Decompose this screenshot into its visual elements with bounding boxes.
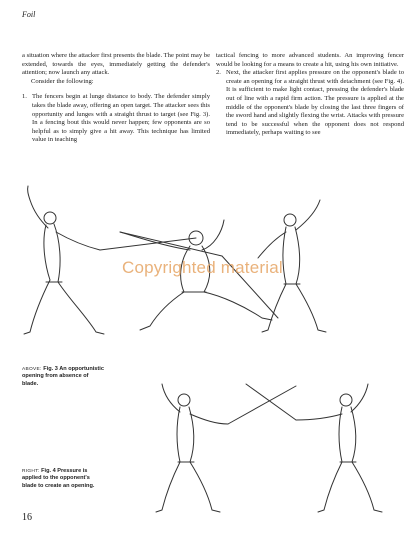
fencer-right-fig4 [296,384,382,512]
watermark: Copyrighted material [122,258,283,277]
fencer-left-fig4 [156,384,228,512]
figure-3-caption [22,366,104,388]
paragraph: a situation where the attacker first presents the blade. The point may be extended, towards the eyes, immediately getting the defender's attention; now launch any attack. [22,52,210,77]
item-number: 1. [22,93,27,101]
item-number: 2. [216,69,221,77]
paragraph: tactical fencing to more advanced students. An improving fencer would be looking for a means to create a hit, using his own initiative. [216,52,404,68]
item-text: The fencers begin at lunge distance to body. The defender simply takes the blade away, offering an open target. The attacker sees this opportunity and lunges with a straight thrust to target (see Fig. 3). In a fencing bout this would never happen; few opponents are so helpful as to simply give a hit away. This technique has limited value in teaching [32,93,210,144]
caption-text: Fig. 4 Pressure is applied to the opponent's blade to create an opening. [22,468,95,489]
page-number: 16 [22,512,32,523]
blade [246,384,296,420]
paragraph: Consider the following: [31,77,94,85]
caption-text: Fig. 3 An opportunistic opening from absence of blade. [22,366,104,387]
item-text: Next, the attacker first applies pressure on the opponent's blade to create an opening for a straight thrust with detachment (see Fig. 4). It is sufficient to make light contact, pressing the defender's blade out of line with a rapid firm action. The pressure is applied at the middle of the opponent's blade by closing the last three fingers of the sword hand and slightly flexing the wrist. Attacks with pressure tend to be successful when the opponent does not respond immediately, perhaps waiting to see [226,69,404,137]
caption-tag: RIGHT: [22,469,40,474]
caption-tag: ABOVE: [22,367,42,372]
figure-4-caption [22,468,104,490]
blade [228,386,296,424]
running-head: Foil [22,10,36,19]
